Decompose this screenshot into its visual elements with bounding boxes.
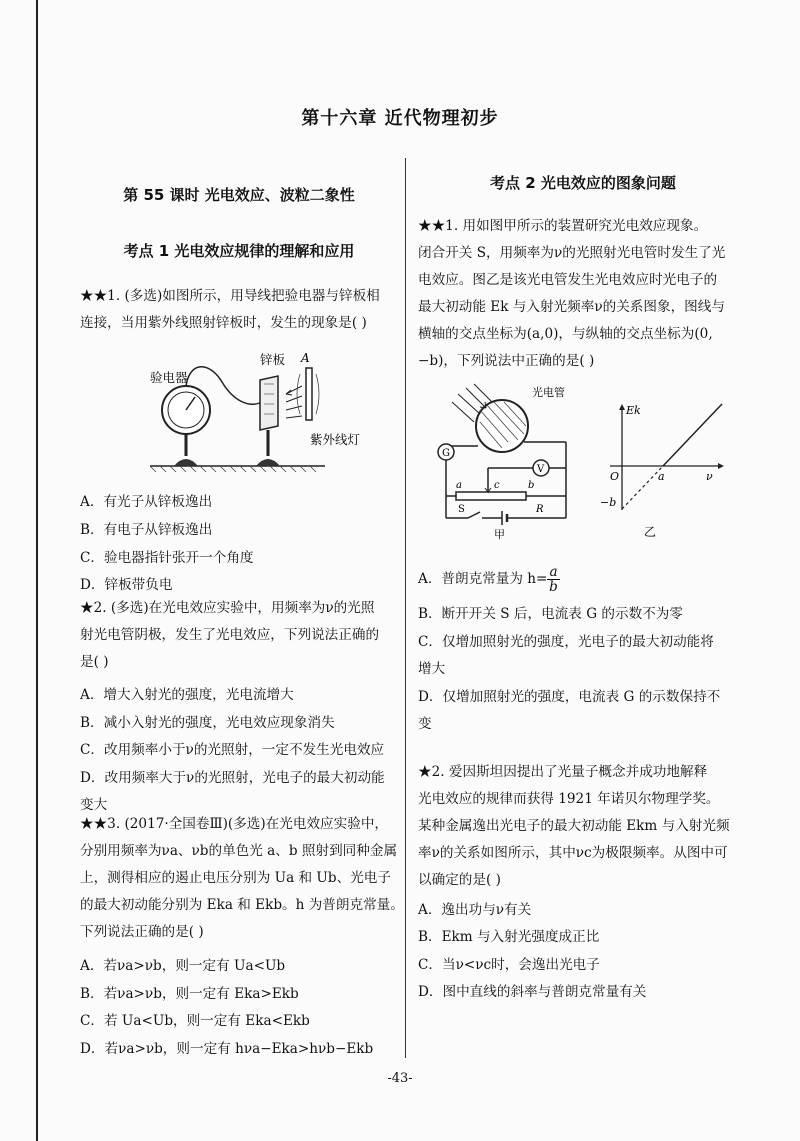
r-q2-option-b: B．Ekm 与入射光强度成正比: [418, 929, 600, 945]
q3-line: 下列说法正确的是( ): [80, 924, 204, 940]
q3-option-d: D．若νa>νb，则一定有 hνa−Eka>hνb−Ekb: [80, 1041, 374, 1057]
label-a-circuit: a: [456, 480, 462, 491]
r-q1-option-a: [418, 565, 560, 594]
label-g: G: [442, 448, 450, 459]
q2-option-b: B．减小入射光的强度，光电效应现象消失: [80, 715, 335, 731]
q1-option-d: D．锌板带负电: [80, 577, 173, 593]
q2-option-a: A．增大入射光的强度，光电流增大: [80, 687, 294, 703]
column-divider: [405, 158, 406, 1058]
q3-stem: [80, 811, 404, 946]
r-q2-line: 以确定的是( ): [418, 872, 501, 888]
axis-origin: O: [610, 470, 620, 483]
q2-option-d-cont: 变大: [80, 797, 108, 813]
fraction-denominator: b: [549, 579, 558, 595]
r-q2-line: 光电效应的规律而获得 1921 年诺贝尔物理学奖。: [418, 791, 720, 807]
ek-graph: [600, 392, 740, 547]
r-q1-line: 最大初动能 Ek 与入射光频率ν的关系图象，图线与: [418, 299, 725, 315]
q1-option-c: C．验电器指针张开一个角度: [80, 550, 254, 566]
r-q1-line: 闭合开关 S，用频率为ν的光照射光电管时发生了光: [418, 245, 726, 261]
q1-option-b: B．有电子从锌板逸出: [80, 522, 213, 538]
q1-line: ★★1. (多选)如图所示，用导线把验电器与锌板相: [80, 288, 380, 304]
kp2-title: 考点 2 光电效应的图象问题: [490, 174, 676, 192]
r-q1-option-d-cont: 变: [418, 716, 432, 732]
q3-option-c: C．若 Ua<Ub，则一定有 Eka<Ekb: [80, 1013, 310, 1029]
label-jia: 甲: [494, 528, 505, 541]
q3-option-a: A．若νa>νb，则一定有 Ua<Ub: [80, 958, 286, 974]
r-q1-option-a-text: A．普朗克常量为 h=: [418, 571, 548, 587]
r-q1-option-b: B．断开开关 S 后，电流表 G 的示数不为零: [418, 606, 683, 622]
binding-line: [36, 0, 38, 1141]
fraction-numerator: a: [549, 564, 558, 580]
r-q1-option-c: C．仅增加照射光的强度，光电子的最大初动能将: [418, 634, 714, 650]
q1-option-a: A．有光子从锌板逸出: [80, 494, 213, 510]
kp1-title: 考点 1 光电效应规律的理解和应用: [123, 242, 355, 260]
q2-line: 是( ): [80, 654, 109, 670]
r-q1-line: 横轴的交点坐标为(a,0)，与纵轴的交点坐标为(0,: [418, 326, 713, 342]
label-a: A: [301, 352, 310, 365]
label-v: V: [537, 464, 545, 475]
fraction: [547, 565, 559, 594]
axis-ek: Ek: [626, 404, 641, 417]
r-q1-stem: [418, 213, 725, 375]
r-q2-stem: [418, 759, 730, 894]
r-q2-option-d: D．图中直线的斜率与普朗克常量有关: [418, 984, 647, 1000]
q3-line: ★★3. (2017·全国卷Ⅲ)(多选)在光电效应实验中，: [80, 816, 389, 832]
axis-a: a: [658, 470, 665, 483]
label-uv: 紫外线灯: [310, 432, 361, 447]
q2-line: ★2. (多选)在光电效应实验中，用频率为ν的光照: [80, 600, 375, 616]
q1-line: 连接，当用紫外线照射锌板时，发生的现象是( ): [80, 315, 367, 331]
q2-option-c: C．改用频率小于ν的光照射，一定不发生光电效应: [80, 742, 385, 758]
label-zinc: 锌板: [260, 352, 286, 367]
axis-nu: ν: [706, 470, 713, 483]
r-q2-option-a: A．逸出功与ν有关: [418, 902, 532, 918]
label-r: R: [536, 504, 544, 515]
q3-line: 上，测得相应的遏止电压分别为 Ua 和 Ub、光电子: [80, 870, 391, 886]
r-q1-line: −b)，下列说法中正确的是( ): [418, 353, 595, 369]
q2-line: 射光电管阴极，发生了光电效应，下列说法正确的: [80, 627, 380, 643]
label-electroscope: 验电器: [150, 370, 188, 385]
q3-option-b: B．若νa>νb，则一定有 Eka>Ekb: [80, 986, 299, 1002]
r-q1-option-d: D．仅增加照射光的强度，电流表 G 的示数保持不: [418, 689, 721, 705]
axis-neg-b: −b: [600, 496, 617, 509]
electroscope-figure: [150, 352, 390, 477]
r-q2-line: 率ν的关系如图所示，其中νc为极限频率。从图中可: [418, 845, 728, 861]
r-q2-option-c: C．当ν<νc时，会逸出光电子: [418, 957, 600, 973]
label-c: c: [494, 480, 500, 491]
r-q1-line: ★★1. 用如图甲所示的装置研究光电效应现象。: [418, 218, 708, 234]
lesson-title: 第 55 课时 光电效应、波粒二象性: [123, 186, 355, 204]
q2-stem: [80, 595, 379, 676]
page-number: -43-: [387, 1071, 413, 1086]
label-s: S: [458, 504, 465, 515]
r-q1-line: 电效应。图乙是该光电管发生光电效应时光电子的: [418, 272, 718, 288]
label-tube: 光电管: [532, 386, 565, 399]
label-b-circuit: b: [528, 480, 535, 491]
r-q2-line: 某种金属逸出光电子的最大初动能 Ekm 与入射光频: [418, 818, 730, 834]
circuit-figure: [428, 382, 578, 542]
r-q1-option-c-cont: 增大: [418, 661, 446, 677]
q1-stem: [80, 283, 380, 337]
chapter-title: 第十六章 近代物理初步: [301, 108, 499, 129]
q3-line: 分别用频率为νa、νb的单色光 a、b 照射到同种金属: [80, 843, 398, 859]
r-q2-line: ★2. 爱因斯坦因提出了光量子概念并成功地解释: [418, 764, 708, 780]
label-yi: 乙: [644, 525, 657, 539]
q2-option-d: D．改用频率大于ν的光照射，光电子的最大初动能: [80, 770, 385, 786]
q3-line: 的最大初动能分别为 Eka 和 Ekb。h 为普朗克常量。: [80, 897, 404, 913]
